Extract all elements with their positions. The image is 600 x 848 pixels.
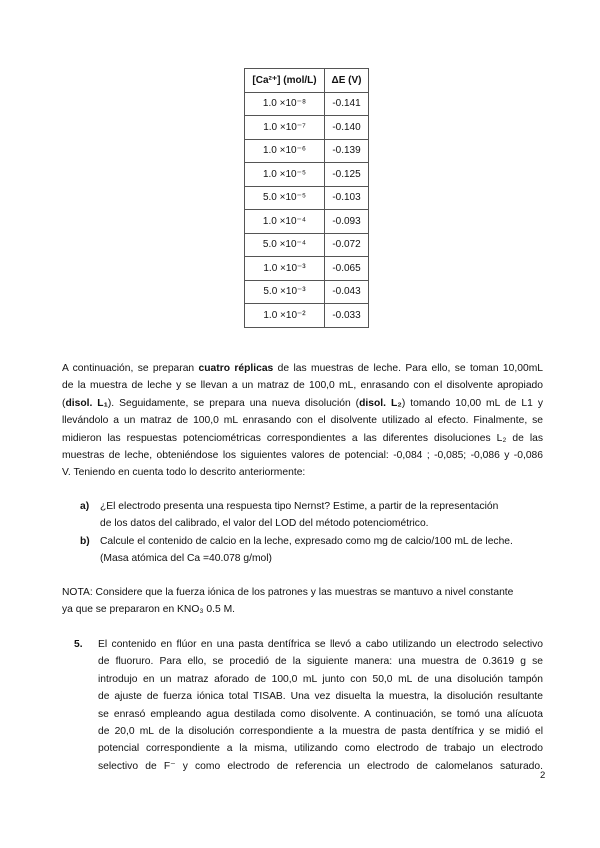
table-row [245, 210, 369, 234]
note-paragraph [62, 584, 543, 619]
paragraph-line: midieron las respuestas potenciométricas correspondientes a las diferentes disoluciones L₂ de las [62, 432, 543, 444]
note-line: NOTA: Considere que la fuerza iónica de los patrones y las muestras se mantuvo a nivel constante [62, 587, 514, 598]
question-line: de fluoruro. Para ello, se procedió de la siguiente manera: una muestra de 0.3619 g se [98, 656, 543, 668]
cell-concentration: 1.0 ×10⁻⁶ [245, 139, 325, 163]
bold-text: disol. L₂ [359, 397, 402, 409]
table-row [245, 163, 369, 187]
cell-potential: -0.141 [325, 92, 369, 116]
question-items [80, 498, 543, 568]
cell-concentration: 1.0 ×10⁻² [245, 304, 325, 328]
item-label: b) [80, 535, 90, 547]
note-line: ya que se prepararon en KNO₃ 0.5 M. [62, 604, 236, 616]
question-body [80, 636, 543, 775]
question-line: introdujo en un matraz aforado de 100,0 mL junto con 50,0 mL de una disolución tampón [98, 673, 543, 685]
cell-concentration: 1.0 ×10⁻⁵ [245, 163, 325, 187]
item-line: (Masa atómica del Ca =40.078 g/mol) [100, 553, 272, 565]
paragraph-line [62, 360, 543, 377]
item-line: Calcule el contenido de calcio en la leche, expresado como mg de calcio/100 mL de leche. [100, 535, 513, 547]
calibration-table [244, 68, 369, 328]
question-line: selectivo de F⁻ y como electrodo de referencia un electrodo de calomelanos saturado. [98, 760, 543, 772]
question-line: potencial correspondiente a la misma, utilizando como electrodo de trabajo un electrodo [98, 743, 543, 755]
text-run: A continuación, se preparan [62, 363, 199, 374]
text-run: ) tomando 10,00 mL de L1 y [401, 397, 543, 409]
question-line: de ajuste de fuerza iónica total TISAB. Una vez disuelta la muestra, la disolución resultante [98, 691, 543, 703]
question-number: 5. [74, 639, 83, 650]
item-line: de los datos del calibrado, el valor del LOD del método potenciométrico. [100, 518, 429, 530]
cell-concentration: 1.0 ×10⁻³ [245, 257, 325, 281]
table-row [245, 116, 369, 140]
question-line: El contenido en flúor en una pasta dentífrica se llevó a cabo utilizando un electrodo selectivo [98, 639, 543, 650]
cell-potential: -0.125 [325, 163, 369, 187]
cell-potential: -0.140 [325, 116, 369, 140]
cell-potential: -0.065 [325, 257, 369, 281]
cell-concentration: 1.0 ×10⁻⁷ [245, 116, 325, 140]
question-5 [74, 636, 543, 775]
question-line: se enrasó empleando agua destilada como disolvente. A continuación, se tomó una alícuota [98, 708, 543, 720]
paragraph-line: muestras de leche, obteniéndose los siguientes valores de potencial: -0,084 ; -0,085; -0,086 y -0,086 [62, 449, 543, 461]
cell-concentration: 5.0 ×10⁻⁴ [245, 233, 325, 257]
cell-potential: -0.103 [325, 186, 369, 210]
table-row [245, 280, 369, 304]
cell-concentration: 5.0 ×10⁻⁵ [245, 186, 325, 210]
cell-potential: -0.072 [325, 233, 369, 257]
table-row [245, 257, 369, 281]
paragraph-line [62, 395, 543, 412]
cell-concentration: 1.0 ×10⁻⁴ [245, 210, 325, 234]
bold-text: cuatro réplicas [198, 363, 274, 374]
text-run: ). Seguidamente, se prepara una nueva disolución ( [107, 397, 360, 409]
table-header-row [245, 69, 369, 93]
table-row [245, 139, 369, 163]
cell-potential: -0.093 [325, 210, 369, 234]
table-row [245, 92, 369, 116]
table-row [245, 186, 369, 210]
paragraph-line: llevándolo a un matraz de 100,0 mL enrasando con el disolvente utilizado al efecto. Finalmente, se [62, 415, 543, 427]
page-number: 2 [540, 770, 546, 781]
bold-text: disol. L₁ [65, 397, 108, 409]
list-item [80, 498, 543, 533]
milk-samples-paragraph [62, 360, 543, 482]
item-line: ¿El electrodo presenta una respuesta tipo Nernst? Estime, a partir de la representación [100, 501, 499, 512]
cell-potential: -0.033 [325, 304, 369, 328]
text-run: ( [62, 397, 66, 409]
table-row [245, 233, 369, 257]
item-label: a) [80, 501, 90, 512]
table-row [245, 304, 369, 328]
header-concentration: [Ca²⁺] (mol/L) [245, 69, 325, 93]
text-run: de las muestras de leche. Para ello, se toman 10,00mL [273, 363, 543, 374]
paragraph-line: V. Teniendo en cuenta todo lo descrito anteriormente: [62, 467, 306, 479]
cell-concentration: 1.0 ×10⁻⁸ [245, 92, 325, 116]
list-item [80, 533, 543, 568]
cell-concentration: 5.0 ×10⁻³ [245, 280, 325, 304]
cell-potential: -0.139 [325, 139, 369, 163]
question-line: de 20,0 mL de la disolución correspondiente a la muestra de pasta dentífrica y se midió el [98, 725, 543, 737]
header-potential: ΔE (V) [325, 69, 369, 93]
cell-potential: -0.043 [325, 280, 369, 304]
paragraph-line: de la muestra de leche y se llevan a un matraz de 100,0 mL, enrasando con el disolvente apropiado [62, 380, 543, 392]
